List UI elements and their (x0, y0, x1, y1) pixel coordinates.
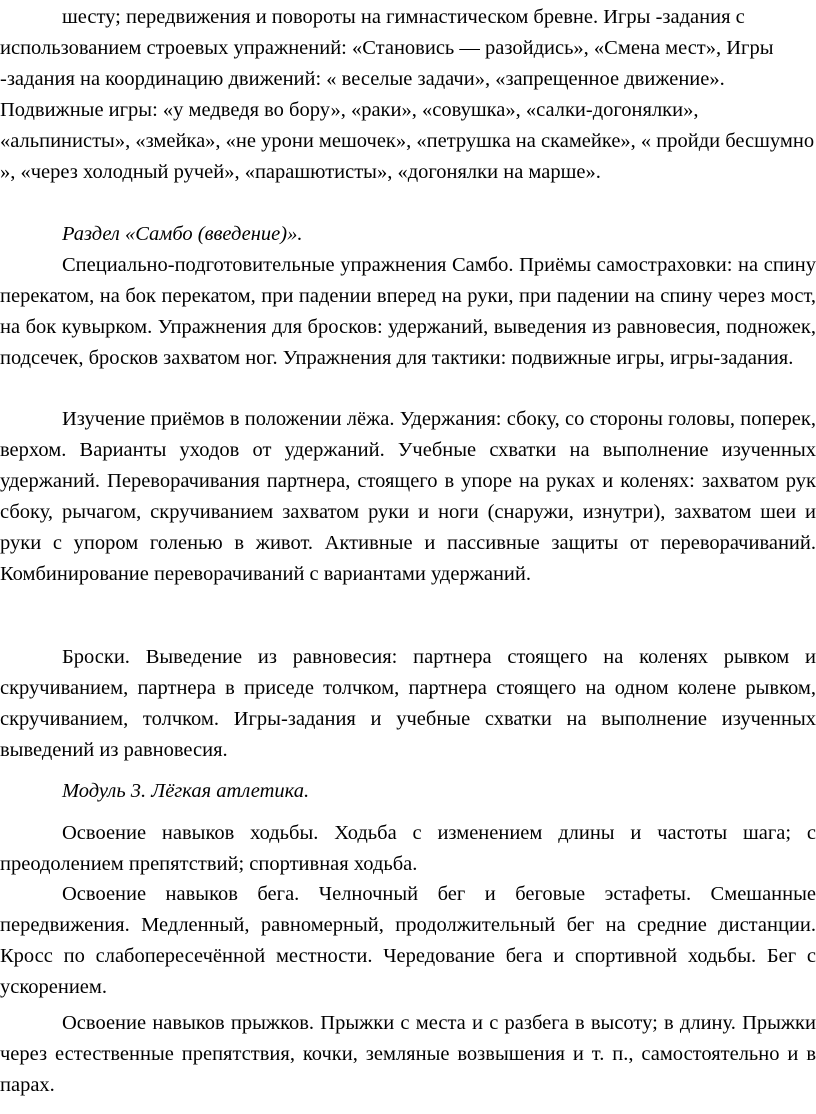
paragraph-walking-skills: Освоение навыков ходьбы. Ходьба с изменением длины и частоты шага; с преодолением препятствий; спортивная ходьба. (0, 822, 816, 875)
module-heading-athletics: Модуль 3. Лёгкая атлетика. (62, 780, 310, 802)
paragraph-gymnastics-games: шесту; передвижения и повороты на гимнастическом бревне. Игры -задания с использованием строевых упражнений: «Становись — разойдись», «Смена мест», Игры -задания на координацию движений: « веселые задачи», «запрещенное движение». Подвижные игры: «у медведя во бору», «раки», «совушка», «салки-догонялки», «альпинисты», «змейка», «не урони мешочек», «петрушка на скамейке», « пройди бесшумно », «через холодный ручей», «парашютисты», «догонялки на марше». (0, 6, 815, 183)
paragraph-sambo-lying-techniques: Изучение приёмов в положении лёжа. Удержания: сбоку, со стороны головы, поперек, верхом. Варианты уходов от удержаний. Учебные схватки на выполнение изученных удержаний. Переворачивания партнера, стоящего в упоре на руках и коленях: захватом рук сбоку, рычагом, скручиванием захватом руки и ноги (снаружи, изнутри), захватом шеи и руки с упором голенью в живот. Активные и пассивные защиты от переворачиваний. Комбинирование переворачиваний с вариантами удержаний. (0, 408, 816, 585)
paragraph-running-skills: Освоение навыков бега. Челночный бег и беговые эстафеты. Смешанные передвижения. Медленный, равномерный, продолжительный бег на средние дистанции. Кросс по слабопересечённой местности. Чередование бега и спортивной ходьбы. Бег с ускорением. (0, 883, 816, 998)
paragraph-jumping-skills: Освоение навыков прыжков. Прыжки с места и с разбега в высоту; в длину. Прыжки через естественные препятствия, кочки, земляные возвышения и т. п., самостоятельно и в парах. (0, 1012, 816, 1096)
section-heading-sambo: Раздел «Самбо (введение)». (62, 223, 303, 245)
paragraph-sambo-preparatory: Специально-подготовительные упражнения Самбо. Приёмы самостраховки: на спину перекатом, на бок перекатом, при падении вперед на руки, при падении на спину через мост, на бок кувырком. Упражнения для бросков: удержаний, выведения из равновесия, подножек, подсечек, бросков захватом ног. Упражнения для тактики: подвижные игры, игры-задания. (0, 254, 816, 369)
paragraph-sambo-throws: Броски. Выведение из равновесия: партнера стоящего на коленях рывком и скручиванием, партнера в приседе толчком, партнера стоящего на одном колене рывком, скручиванием, толчком. Игры-задания и учебные схватки на выполнение изученных выведений из равновесия. (0, 646, 816, 761)
